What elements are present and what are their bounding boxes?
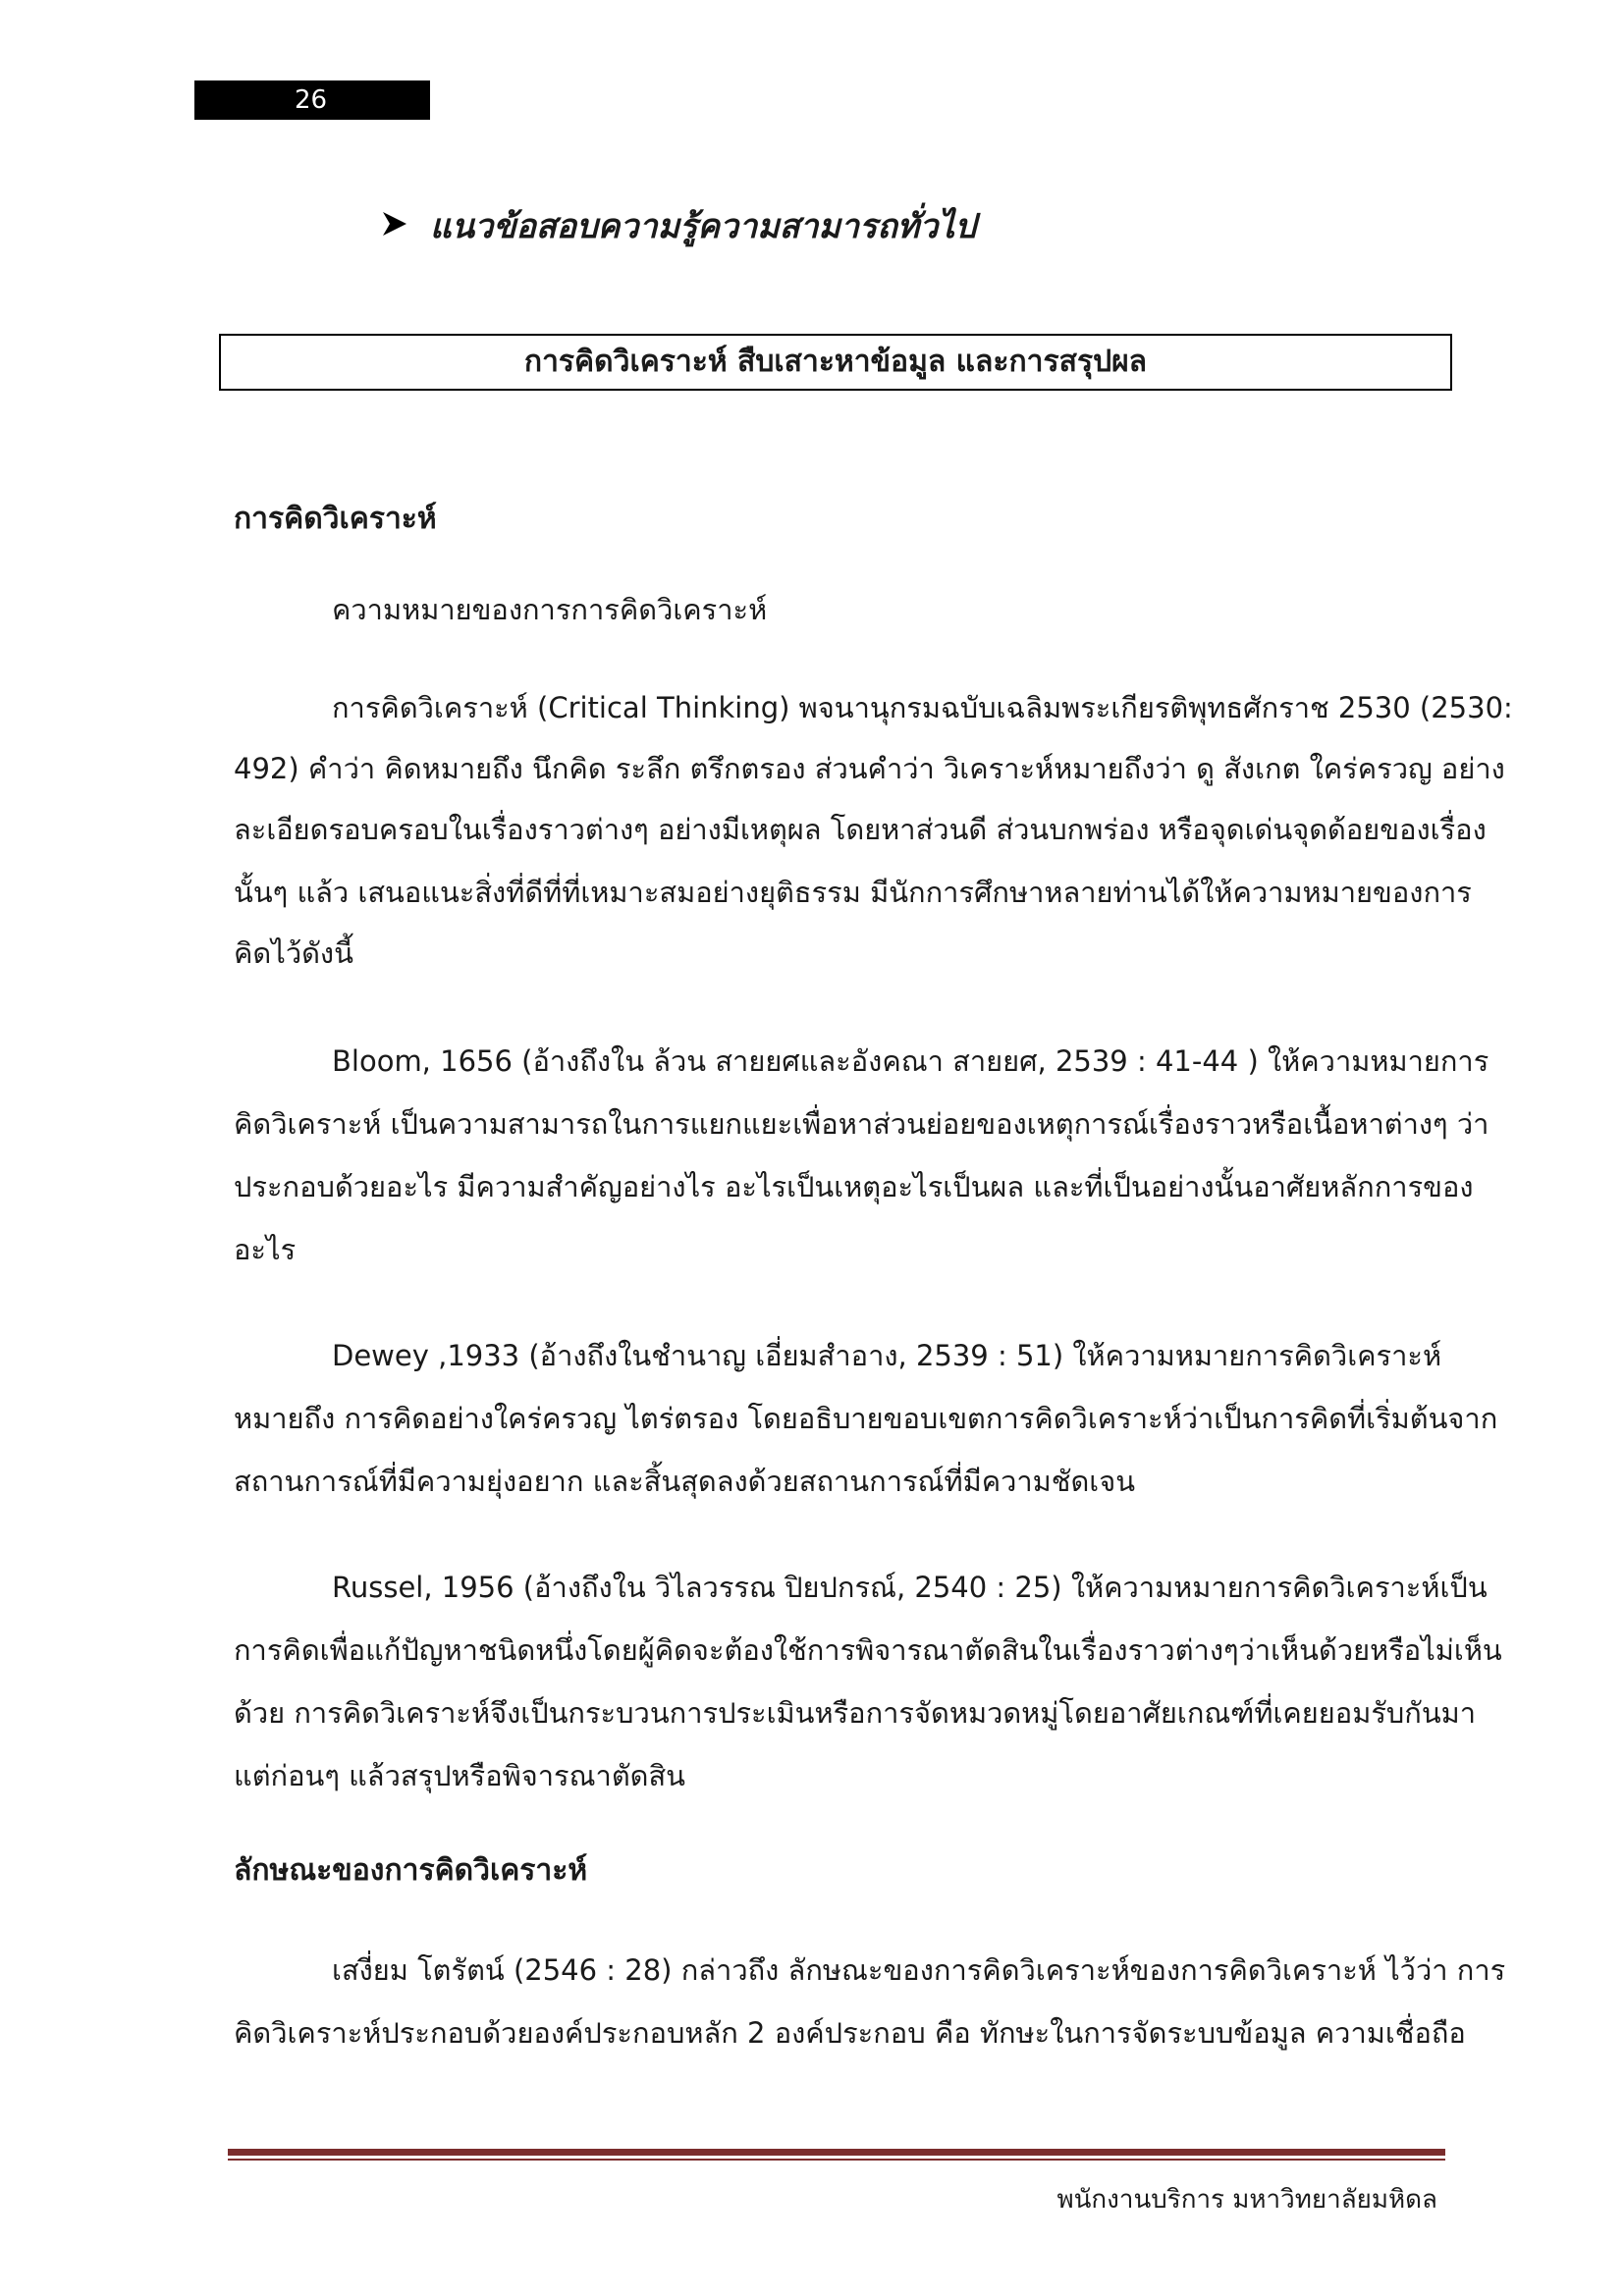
paragraph-line: ด้วย การคิดวิเคราะห์จึงเป็นกระบวนการประเมินหรือการจัดหมวดหมู่โดยอาศัยเกณฑ์ที่เคยยอมรับกันมา xyxy=(234,1696,1477,1730)
paragraph-line: อะไร xyxy=(234,1233,297,1266)
paragraph-line: ประกอบด้วยอะไร มีความสำคัญอย่างไร อะไรเป็นเหตุอะไรเป็นผล และที่เป็นอย่างนั้นอาศัยหลักการของ xyxy=(234,1170,1474,1203)
section-heading-text: แนวข้อสอบความรู้ความสามารถทั่วไป xyxy=(430,207,976,246)
paragraph-line: การคิดวิเคราะห์ (Critical Thinking) พจนานุกรมฉบับเฉลิมพระเกียรติพุทธศักราช 2530 (2530: xyxy=(332,691,1513,724)
paragraph-line: ละเอียดรอบครอบในเรื่องราวต่างๆ อย่างมีเหตุผล โดยหาส่วนดี ส่วนบกพร่อง หรือจุดเด่นจุดด้อยของเรื่อง xyxy=(234,813,1487,846)
paragraph-line: เสงี่ยม โตรัตน์ (2546 : 28) กล่าวถึง ลักษณะของการคิดวิเคราะห์ของการคิดวิเคราะห์ ไว้ว่า การ xyxy=(332,1953,1506,1987)
footer-divider-thin xyxy=(228,2159,1445,2161)
paragraph-line: Russel, 1956 (อ้างถึงใน วิไลวรรณ ปิยปกรณ์, 2540 : 25) ให้ความหมายการคิดวิเคราะห์เป็น xyxy=(332,1571,1488,1604)
boxed-title: การคิดวิเคราะห์ สืบเสาะหาข้อมูล และการสรุปผล xyxy=(219,334,1452,391)
arrow-bullet-icon xyxy=(381,207,408,246)
footer-divider xyxy=(228,2149,1445,2156)
paragraph-line: แต่ก่อนๆ แล้วสรุปหรือพิจารณาตัดสิน xyxy=(234,1759,686,1792)
paragraph-line: Dewey ,1933 (อ้างถึงในชำนาญ เอี่ยมสำอาง, 2539 : 51) ให้ความหมายการคิดวิเคราะห์ xyxy=(332,1339,1442,1372)
footer-text: พนักงานบริการ มหาวิทยาลัยมหิดล xyxy=(1056,2185,1437,2215)
section-heading xyxy=(381,199,976,252)
paragraph-line: คิดไว้ดังนี้ xyxy=(234,936,353,970)
heading-characteristics: ลักษณะของการคิดวิเคราะห์ xyxy=(234,1853,588,1888)
paragraph-line: คิดวิเคราะห์ประกอบด้วยองค์ประกอบหลัก 2 องค์ประกอบ คือ ทักษะในการจัดระบบข้อมูล ความเชื่อถือ xyxy=(234,2016,1466,2050)
paragraph-line: หมายถึง การคิดอย่างใคร่ครวญ ไตร่ตรอง โดยอธิบายขอบเขตการคิดวิเคราะห์ว่าเป็นการคิดที่เริ่มต้นจาก xyxy=(234,1402,1498,1435)
heading-critical-thinking: การคิดวิเคราะห์ xyxy=(234,502,437,536)
paragraph-line: คิดวิเคราะห์ เป็นความสามารถในการแยกแยะเพื่อหาส่วนย่อยของเหตุการณ์เรื่องราวหรือเนื้อหาต่างๆ ว่า xyxy=(234,1107,1489,1141)
subheading-meaning: ความหมายของการการคิดวิเคราะห์ xyxy=(332,593,768,626)
page-number: 26 xyxy=(194,80,430,120)
paragraph-line: 492) คำว่า คิดหมายถึง นึกคิด ระลึก ตรึกตรอง ส่วนคำว่า วิเคราะห์หมายถึงว่า ดู สังเกต ใคร่ครวญ อย่าง xyxy=(234,752,1505,785)
paragraph-line: Bloom, 1656 (อ้างถึงใน ล้วน สายยศและอังคณา สายยศ, 2539 : 41-44 ) ให้ความหมายการ xyxy=(332,1044,1489,1078)
paragraph-line: นั้นๆ แล้ว เสนอแนะสิ่งที่ดีที่ที่เหมาะสมอย่างยุติธรรม มีนักการศึกษาหลายท่านได้ให้ความหมายของการ xyxy=(234,876,1472,909)
paragraph-line: การคิดเพื่อแก้ปัญหาชนิดหนึ่งโดยผู้คิดจะต้องใช้การพิจารณาตัดสินในเรื่องราวต่างๆว่าเห็นด้วยหรือไม่เห็น xyxy=(234,1633,1502,1667)
paragraph-line: สถานการณ์ที่มีความยุ่งอยาก และสิ้นสุดลงด้วยสถานการณ์ที่มีความชัดเจน xyxy=(234,1465,1136,1498)
